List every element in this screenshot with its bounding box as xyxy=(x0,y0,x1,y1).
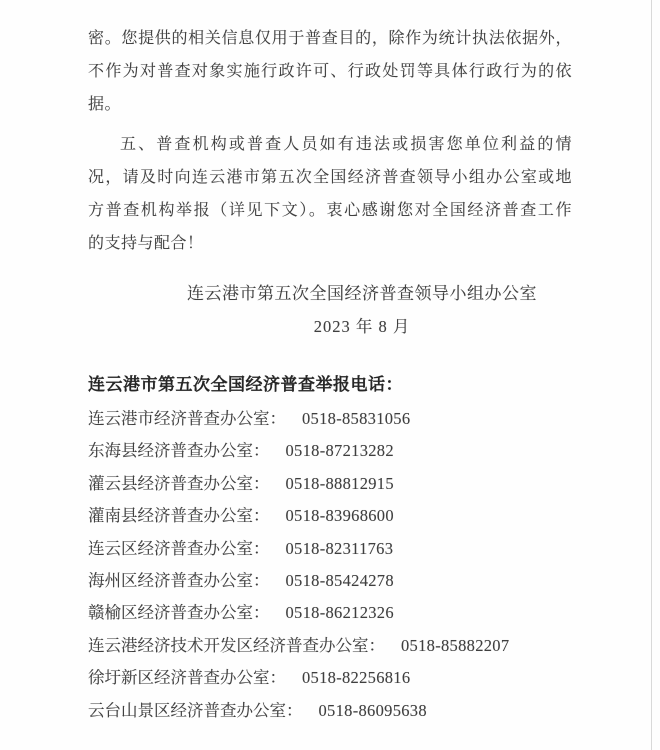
office-name: 灌南县经济普查办公室 xyxy=(88,506,253,526)
hotline-row xyxy=(88,468,572,500)
paragraph-line: 密。您提供的相关信息仅用于普查目的，除作为统计执法依据外， xyxy=(88,30,572,47)
hotline-row xyxy=(88,533,572,565)
office-name: 徐圩新区经济普查办公室 xyxy=(88,668,270,688)
office-name: 连云港经济技术开发区经济普查办公室 xyxy=(88,635,369,655)
office-phone: 0518-83968600 xyxy=(285,506,394,526)
hotline-row xyxy=(88,500,572,532)
office-phone: 0518-85831056 xyxy=(302,409,411,428)
office-phone: 0518-85424278 xyxy=(285,571,394,591)
paragraph-privacy xyxy=(88,22,572,121)
paragraph-report xyxy=(88,128,572,260)
hotline-row xyxy=(88,695,572,727)
hotline-row xyxy=(88,435,572,467)
office-phone: 0518-86095638 xyxy=(318,700,427,720)
paragraph-line: 方普查机构举报（详见下文）。衷心感谢您对全国经济普查工作 xyxy=(88,202,572,219)
document-content xyxy=(88,22,572,727)
signature-organization: 连云港市第五次全国经济普查领导小组办公室 xyxy=(187,284,537,303)
colon-separator: ： xyxy=(253,441,270,461)
office-name: 连云港市经济普查办公室 xyxy=(88,409,270,428)
office-name: 云台山景区经济普查办公室 xyxy=(88,700,286,720)
hotline-row xyxy=(88,662,572,694)
page-edge-divider xyxy=(651,0,652,750)
office-phone: 0518-86212326 xyxy=(285,603,394,623)
office-name: 东海县经济普查办公室 xyxy=(88,441,253,461)
office-phone: 0518-82256816 xyxy=(302,668,411,688)
paragraph-line: 据。 xyxy=(88,96,122,113)
paragraph-line: 五、普查机构或普查人员如有违法或损害您单位利益的情 xyxy=(120,136,572,153)
colon-separator: ： xyxy=(286,700,303,720)
colon-separator: ： xyxy=(253,506,270,526)
hotline-row xyxy=(88,630,572,662)
office-name: 连云区经济普查办公室 xyxy=(88,538,253,558)
colon-separator: ： xyxy=(368,635,385,655)
office-phone: 0518-82311763 xyxy=(285,538,394,558)
hotline-heading: 连云港市第五次全国经济普查举报电话： xyxy=(88,375,403,394)
paragraph-line: 不作为对普查对象实施行政许可、行政处罚等具体行政行为的依 xyxy=(88,63,572,80)
paragraph-line: 的支持与配合！ xyxy=(88,235,204,252)
signature-block xyxy=(88,277,572,343)
colon-separator: ： xyxy=(253,603,270,623)
hotline-row xyxy=(88,597,572,629)
signature-date: 2023 年 8 月 xyxy=(313,317,411,336)
office-phone: 0518-88812915 xyxy=(285,473,394,493)
colon-separator: ： xyxy=(269,668,286,688)
office-name: 赣榆区经济普查办公室 xyxy=(88,603,253,623)
office-name: 海州区经济普查办公室 xyxy=(88,571,253,591)
paragraph-line: 况，请及时向连云港市第五次全国经济普查领导小组办公室或地 xyxy=(88,169,572,186)
office-name: 灌云县经济普查办公室 xyxy=(88,473,253,493)
colon-separator: ： xyxy=(269,409,286,428)
office-phone: 0518-85882207 xyxy=(401,635,510,655)
colon-separator: ： xyxy=(253,473,270,493)
colon-separator: ： xyxy=(253,571,270,591)
colon-separator: ： xyxy=(253,538,270,558)
hotline-row xyxy=(88,565,572,597)
hotline-list xyxy=(88,403,572,727)
hotline-row xyxy=(88,403,572,435)
office-phone: 0518-87213282 xyxy=(285,441,394,461)
